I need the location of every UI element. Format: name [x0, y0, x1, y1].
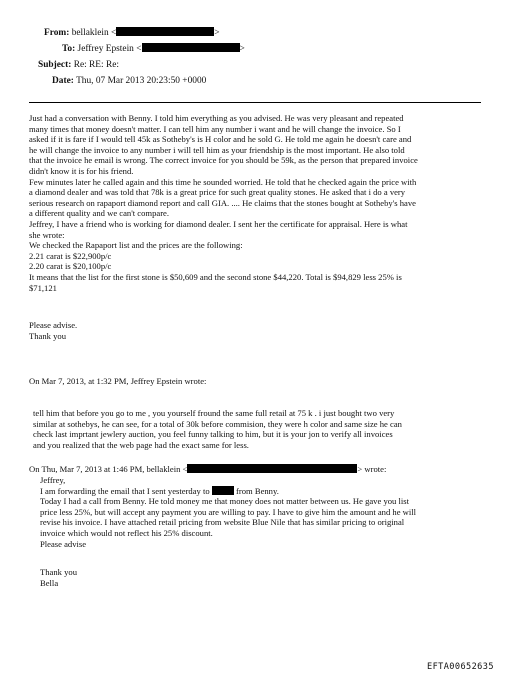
- date-label: Date:: [52, 76, 74, 86]
- to-value: Jeffrey Epstein <: [77, 44, 142, 54]
- message-body: [29, 113, 499, 293]
- quote2-greeting: Jeffrey,: [40, 475, 66, 485]
- quote2-thanks: Thank you: [40, 567, 77, 577]
- from-end: >: [214, 28, 220, 38]
- quote2-header: On Thu, Mar 7, 2013 at 1:46 PM, bellaklein < > wrote:: [29, 464, 387, 474]
- body-advise: Please advise.: [29, 320, 78, 330]
- body-closing: [29, 320, 229, 341]
- subject-label: Subject:: [38, 60, 72, 70]
- redaction-bar: [187, 464, 357, 473]
- subject-line: [38, 59, 119, 71]
- quote2-signature: Bella: [40, 577, 59, 588]
- date-line: [52, 75, 206, 87]
- quote1-body: tell him that before you go to me , you yourself fround the same full retail at 75 k . i just bought two very similar at sothebys, he can see, for a total of 30k before commision, they were h color and same size he can check last imprtant jewlery auction, you feel funny talking to him, but it is your jon to verify all invoices and you realized that the web page had the exact same for less.: [33, 408, 402, 450]
- quote2-body: [40, 475, 500, 549]
- quote2-forward-line: I am forwarding the email that I sent yesterday to from Benny.: [40, 485, 279, 496]
- quote2-closing: [40, 567, 240, 588]
- from-line: [44, 27, 220, 39]
- redaction-bar: [212, 486, 234, 495]
- subject-value: Re: RE: Re:: [73, 60, 119, 70]
- to-line: [62, 43, 245, 55]
- body-thanks: Thank you: [29, 330, 66, 341]
- to-label: To:: [62, 44, 76, 54]
- redaction-bar: [116, 27, 214, 36]
- header-divider: [29, 102, 481, 103]
- date-value: Thu, 07 Mar 2013 20:23:50 +0000: [76, 76, 207, 86]
- quote1-header: On Mar 7, 2013, at 1:32 PM, Jeffrey Epstein wrote:: [29, 376, 207, 386]
- quote2-text: Today I had a call from Benny. He told money me that money does not matter between us. He gave you list price less 25%, but will accept any payment you are willing to pay. I have to give him the amount and he will revise his invoice. I have attached retail pricing from website Blue Nile that has similar pricing to original invoice which would not reflect his 25% discount.: [40, 496, 417, 538]
- quote2-advise: Please advise: [40, 538, 87, 549]
- from-label: From:: [44, 28, 70, 38]
- redaction-bar: [142, 43, 240, 52]
- document-id: EFTA00652635: [427, 662, 494, 672]
- to-end: >: [239, 44, 245, 54]
- body-paragraph: Just had a conversation with Benny. I told him everything as you advised. He was very pleasant and repeated many times that money doesn't matter. I can tell him any number i want and he will change the invoice. So I asked if it is fare if I would tell 45k as Sotheby's is H color and he sold G. He told me again he doesn't care and he will change the invoice to any number i will tell him as your friendship is the most important. He also told that the invoice he email is wrong. The correct invoice for you should be 59k, as the person that prepared invoice didn't know it is for his friend. Few minutes later he called again and this time he sounded worried. He told that he checked again the price with a diamond dealer and was told that 78k is a great price for such great quality stones. He asked that i do a very serious research on rapaport diamond report and call GIA. .... He claims that the stones bought at Sotheby's have a different quality and we can't compare. Jeffrey, I have a friend who is working for diamond dealer. I sent her the certificate for appraisal. Here is what she wrote: We checked the Rapaport list and the prices are the following: 2.21 carat is $22,900p/c 2.20 carat is $20,100p/c It means that the list for the first stone is $50,609 and the second stone $44,220. Total is $94,829 less 25% is $71,121: [29, 113, 418, 293]
- from-value: bellaklein <: [71, 28, 117, 38]
